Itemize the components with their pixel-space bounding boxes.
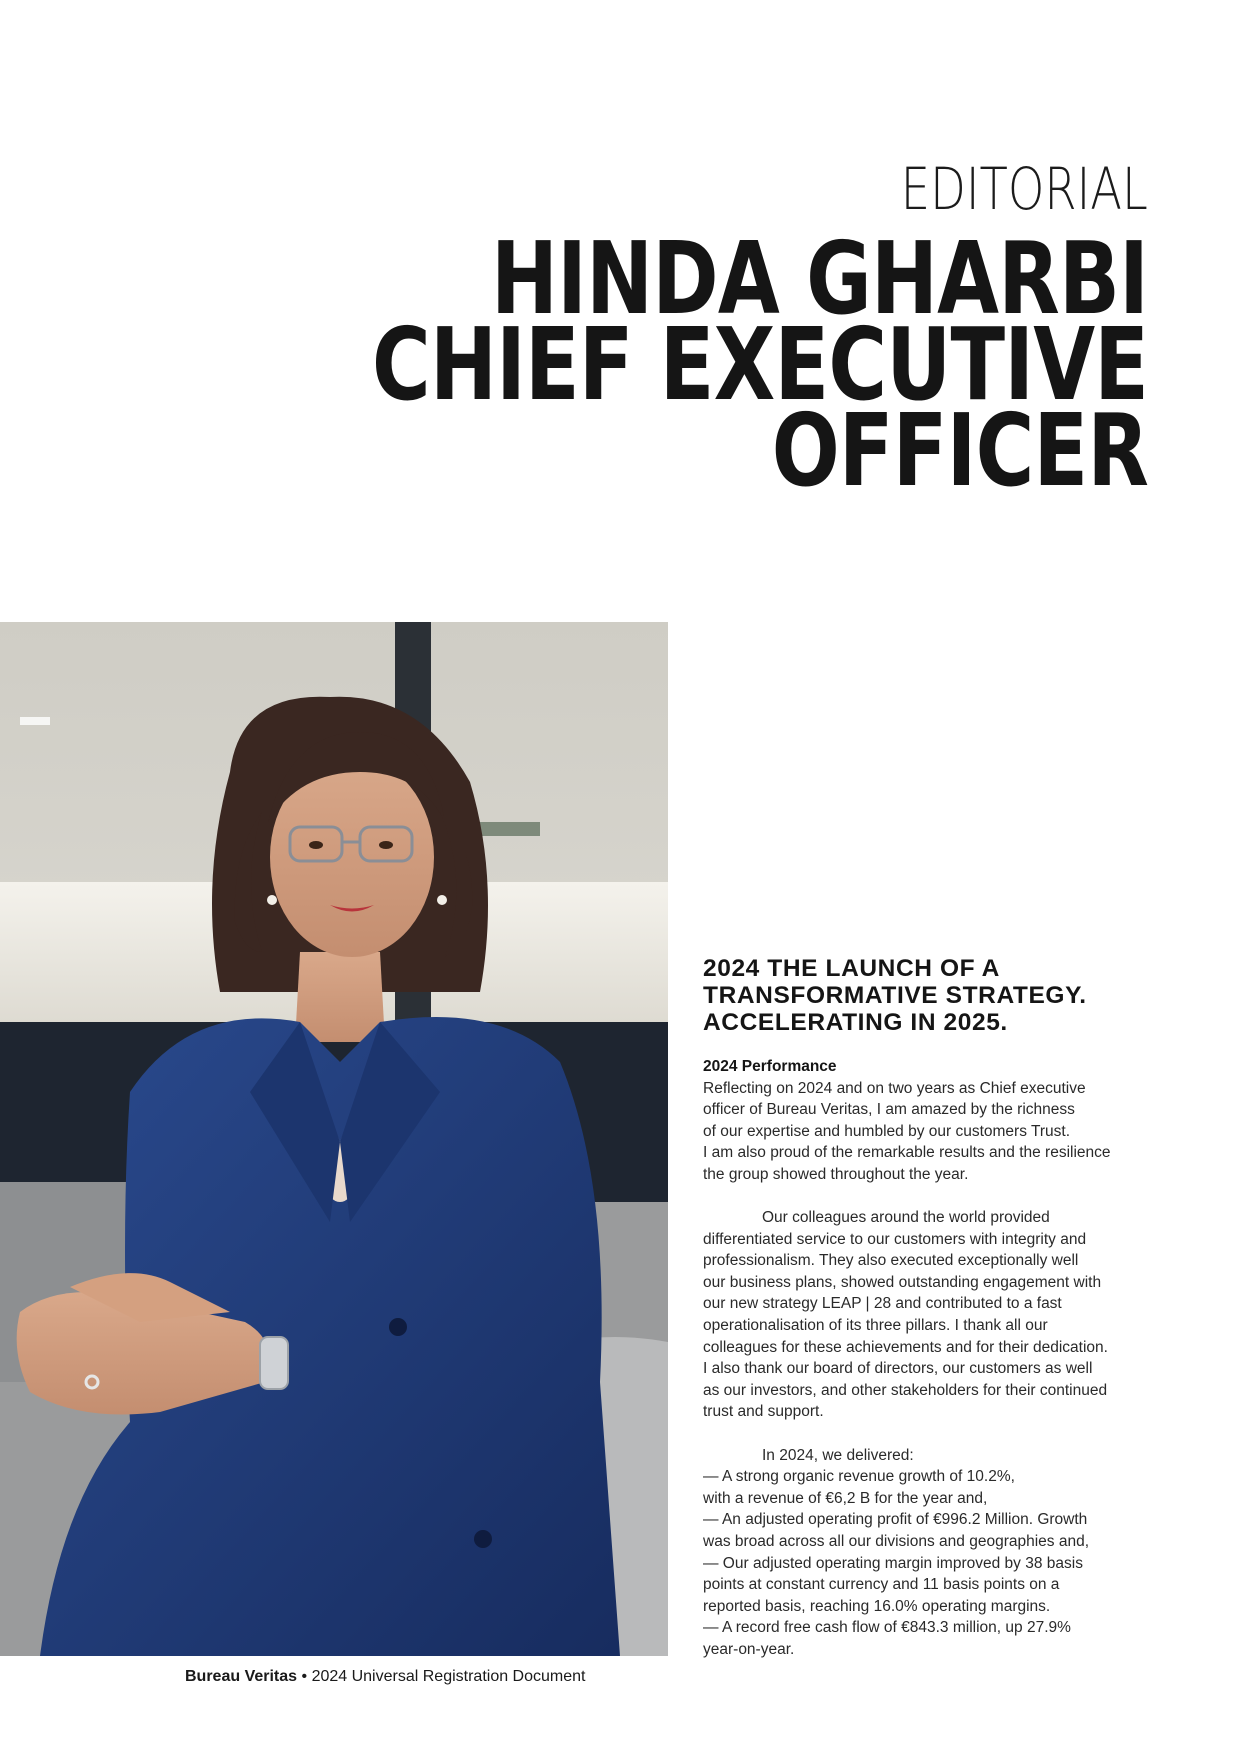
- editorial-article: [703, 955, 1163, 1661]
- text-line: was broad across all our divisions and geographies and,: [703, 1532, 1090, 1550]
- text-line: In 2024, we delivered:: [762, 1446, 914, 1464]
- text-line: — A record free cash flow of €843.3 million, up 27.9%: [703, 1619, 1071, 1637]
- text-line: — Our adjusted operating margin improved by 38 basis: [703, 1554, 1083, 1572]
- paragraph-spacer: [703, 1423, 1163, 1445]
- article-title-line: 2024 THE LAUNCH OF A: [703, 955, 1000, 982]
- text-line: the group showed throughout the year.: [703, 1165, 969, 1183]
- text-line: — A strong organic revenue growth of 10.2%,: [703, 1468, 1015, 1486]
- article-title: [703, 955, 1163, 1036]
- page-footer: [185, 1668, 585, 1686]
- headline-line-role-1: CHIEF EXECUTIVE: [371, 306, 1148, 423]
- paragraph-spacer: [703, 1185, 1163, 1207]
- text-line: of our expertise and humbled by our customers Trust.: [703, 1122, 1071, 1140]
- portrait-illustration: [0, 622, 668, 1656]
- footer-separator: •: [297, 1668, 312, 1685]
- text-line: officer of Bureau Veritas, I am amazed by the richness: [703, 1101, 1075, 1119]
- section-kicker: EDITORIAL: [900, 155, 1148, 223]
- text-line: as our investors, and other stakeholders for their continued: [703, 1381, 1108, 1399]
- paragraph-reflection: [703, 1078, 1163, 1186]
- text-line: points at constant currency and 11 basis points on a: [703, 1576, 1060, 1594]
- portrait-photo: [0, 622, 668, 1656]
- text-line: our new strategy LEAP | 28 and contributed to a fast: [703, 1295, 1062, 1313]
- headline-line-role-2: OFFICER: [771, 392, 1148, 509]
- text-line: trust and support.: [703, 1403, 824, 1421]
- paragraph-colleagues: [703, 1207, 1163, 1423]
- headline-line-name: HINDA GHARBI: [490, 220, 1148, 337]
- text-line: professionalism. They also executed exceptionally well: [703, 1252, 1079, 1270]
- section-heading: 2024 Performance: [703, 1058, 837, 1075]
- text-line: colleagues for these achievements and for their dedication.: [703, 1338, 1108, 1356]
- text-line: year-on-year.: [703, 1640, 795, 1658]
- article-title-line: TRANSFORMATIVE STRATEGY.: [703, 982, 1087, 1009]
- text-line: Our colleagues around the world provided: [762, 1209, 1050, 1227]
- page-headline: [178, 220, 1148, 509]
- text-line: operationalisation of its three pillars. I thank all our: [703, 1317, 1048, 1335]
- text-line: our business plans, showed outstanding engagement with: [703, 1273, 1102, 1291]
- text-line: reported basis, reaching 16.0% operating margins.: [703, 1597, 1051, 1615]
- footer-brand: Bureau Veritas: [185, 1668, 298, 1685]
- text-line: I am also proud of the remarkable results and the resilience: [703, 1144, 1111, 1162]
- paragraph-results: [703, 1445, 1163, 1661]
- footer-document-title: 2024 Universal Registration Document: [311, 1668, 586, 1685]
- text-line: Reflecting on 2024 and on two years as Chief executive: [703, 1079, 1086, 1097]
- article-title-line: ACCELERATING IN 2025.: [703, 1009, 1008, 1036]
- text-line: — An adjusted operating profit of €996.2 Million. Growth: [703, 1511, 1088, 1529]
- text-line: differentiated service to our customers with integrity and: [703, 1230, 1087, 1248]
- text-line: with a revenue of €6,2 B for the year and,: [703, 1489, 988, 1507]
- text-line: I also thank our board of directors, our customers as well: [703, 1360, 1093, 1378]
